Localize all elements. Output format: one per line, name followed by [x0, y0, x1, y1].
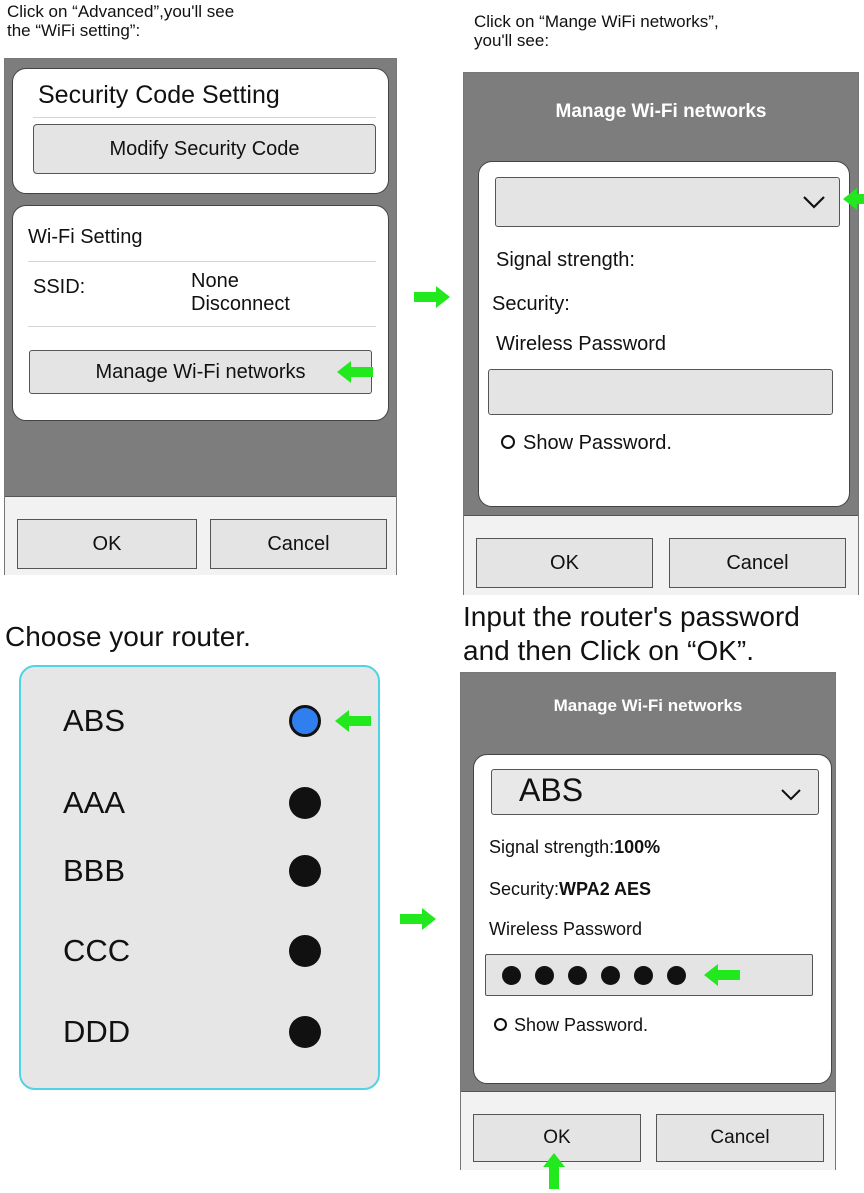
wifi-form-panel	[478, 161, 850, 507]
router-list-item[interactable]	[21, 1014, 378, 1058]
router-list-item[interactable]	[21, 785, 378, 829]
router-list	[19, 665, 380, 1090]
screen-title: Manage Wi-Fi networks	[555, 101, 767, 122]
divider	[28, 261, 376, 262]
security-code-title: Security Code Setting	[38, 81, 280, 109]
wireless-password-label: Wireless Password	[496, 333, 667, 355]
manage-wifi-networks-button[interactable]	[29, 350, 372, 394]
ok-button[interactable]: OK	[476, 538, 653, 588]
router-list-item[interactable]	[21, 933, 378, 977]
show-password-label: Show Password.	[523, 432, 672, 454]
security-row	[489, 879, 651, 900]
ok-button[interactable]: OK	[17, 519, 197, 569]
show-password-toggle[interactable]	[501, 432, 672, 455]
radio-icon[interactable]	[289, 705, 321, 737]
radio-icon	[501, 435, 515, 449]
wireless-password-label: Wireless Password	[489, 919, 643, 939]
connection-status: Disconnect	[191, 293, 290, 315]
divider	[33, 117, 376, 118]
chevron-down-icon	[803, 195, 825, 209]
wifi-form-panel	[473, 754, 832, 1084]
selected-network: ABS	[519, 772, 584, 808]
button-bar	[5, 496, 396, 575]
wifi-setting-panel	[12, 205, 389, 421]
screen-manage-wifi	[463, 72, 859, 595]
button-bar	[464, 515, 858, 595]
chevron-down-icon	[781, 789, 801, 801]
password-dot	[502, 966, 521, 985]
radio-icon[interactable]	[289, 935, 321, 967]
password-dot	[634, 966, 653, 985]
router-name: AAA	[63, 785, 126, 820]
security-label: Security:	[492, 293, 570, 315]
modify-security-code-button[interactable]: Modify Security Code	[33, 124, 376, 174]
green-arrow-icon	[414, 286, 450, 308]
show-password-label: Show Password.	[514, 1015, 649, 1035]
green-arrow-icon	[337, 361, 373, 383]
router-list-item[interactable]	[21, 703, 378, 747]
caption-step2: Click on “Mange WiFi networks”, you'll see:	[474, 12, 719, 50]
screen-manage-wifi-filled	[460, 672, 836, 1170]
radio-icon[interactable]	[289, 1016, 321, 1048]
router-name: DDD	[63, 1014, 131, 1049]
manage-wifi-networks-label: Manage Wi-Fi networks	[95, 360, 306, 383]
screen-wifi-setting	[4, 58, 397, 575]
divider	[28, 326, 376, 327]
wifi-setting-title: Wi-Fi Setting	[28, 226, 143, 248]
cancel-button[interactable]: Cancel	[656, 1114, 824, 1162]
ok-button[interactable]: OK	[473, 1114, 641, 1162]
router-name: BBB	[63, 853, 126, 888]
radio-icon[interactable]	[289, 787, 321, 819]
caption-step1: Click on “Advanced”,you'll see the “WiFi setting”:	[7, 2, 235, 40]
radio-icon[interactable]	[289, 855, 321, 887]
cancel-button[interactable]: Cancel	[210, 519, 387, 569]
security-label: Security:	[489, 879, 560, 899]
password-input[interactable]	[488, 369, 833, 415]
show-password-toggle[interactable]	[494, 1015, 648, 1036]
router-name: CCC	[63, 933, 131, 968]
password-dot	[568, 966, 587, 985]
button-bar	[461, 1091, 835, 1170]
green-arrow-icon	[843, 188, 864, 210]
radio-icon	[494, 1018, 507, 1031]
signal-strength-row	[489, 837, 660, 858]
signal-strength-value: 100%	[614, 837, 661, 857]
caption-step3: Choose your router.	[5, 621, 251, 652]
security-code-panel	[12, 68, 389, 194]
cancel-button[interactable]: Cancel	[669, 538, 846, 588]
ssid-value: None	[191, 270, 239, 292]
green-arrow-icon	[704, 964, 740, 986]
ssid-label: SSID:	[33, 276, 86, 298]
password-dot	[667, 966, 686, 985]
caption-step4: Input the router's password and then Click on “OK”.	[463, 601, 800, 666]
password-input[interactable]	[485, 954, 813, 996]
router-name: ABS	[63, 703, 126, 738]
password-dot	[601, 966, 620, 985]
green-arrow-icon	[543, 1153, 565, 1189]
security-value: WPA2 AES	[559, 879, 652, 899]
signal-strength-label: Signal strength:	[489, 837, 615, 857]
green-arrow-icon	[335, 710, 371, 732]
network-select[interactable]	[495, 177, 840, 227]
network-select[interactable]	[491, 769, 819, 815]
password-dot	[535, 966, 554, 985]
ssid-status	[191, 270, 290, 316]
green-arrow-icon	[400, 908, 436, 930]
screen-title: Manage Wi-Fi networks	[553, 696, 743, 715]
router-list-item[interactable]	[21, 853, 378, 897]
signal-strength-label: Signal strength:	[496, 249, 635, 271]
